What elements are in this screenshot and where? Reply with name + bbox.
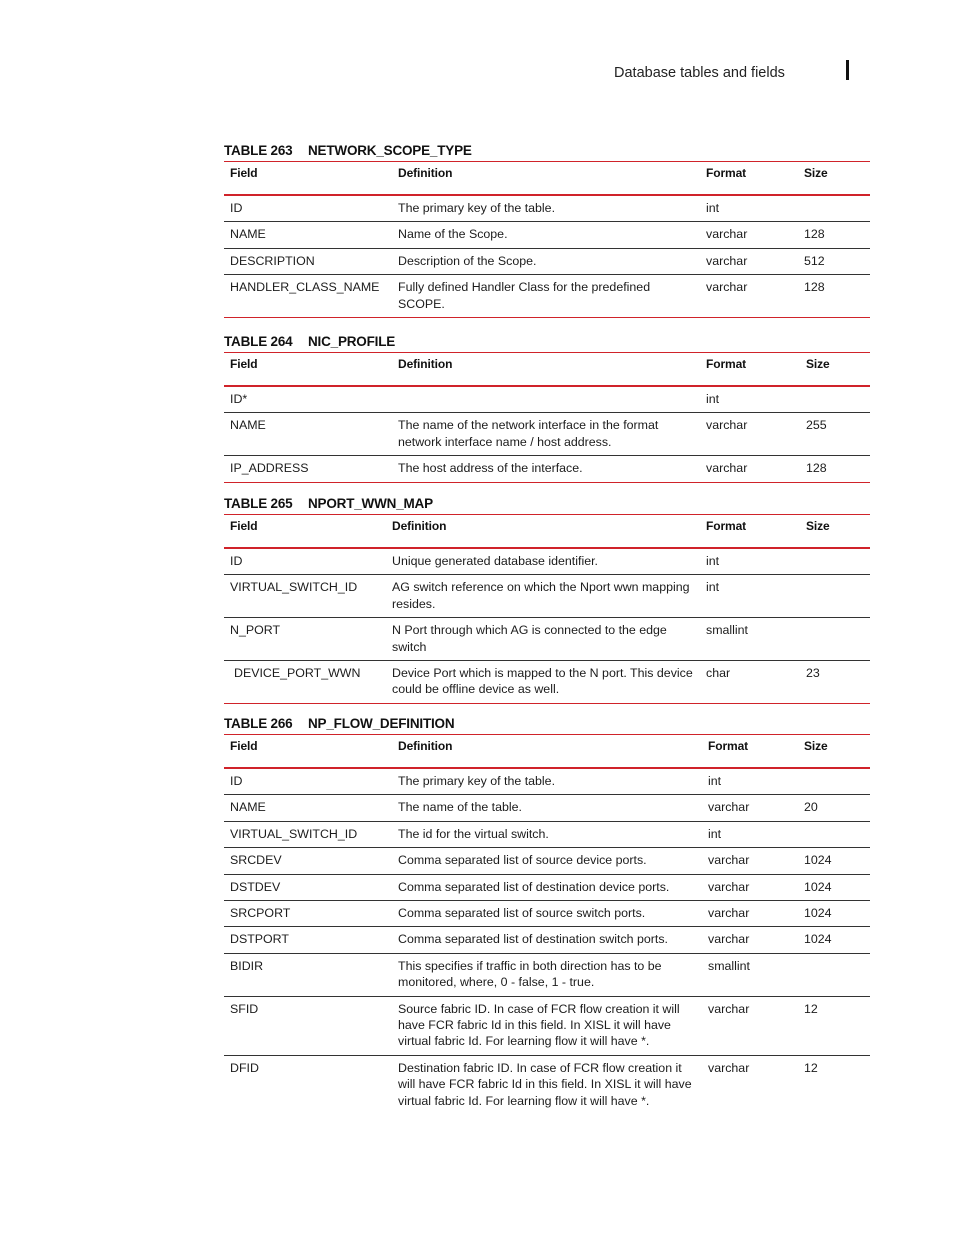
cell-size: 1024 [804,879,832,894]
cell-size [798,953,870,996]
cell-size [800,548,870,575]
cell-field: DESCRIPTION [230,253,315,268]
cell-format: varchar [708,853,750,868]
table-row [224,222,870,248]
table-row [224,1055,870,1114]
column-header: Format [706,166,747,180]
table-number: TABLE 264 [224,334,293,349]
cell-field: SRCDEV [230,853,282,868]
column-header: Definition [398,166,453,180]
table-row [224,413,870,456]
cell-field: DSTDEV [230,879,281,894]
header-row [224,162,870,196]
cell-field: VIRTUAL_SWITCH_ID [230,580,358,595]
cell-size: 12 [804,1001,818,1016]
column-header: Definition [398,357,453,371]
cell-definition: This specifies if traffic in both direction has to be monitored, where, 0 - false, 1 - true. [398,958,662,990]
table-row [224,575,870,618]
table-row [224,456,870,482]
cell-format: varchar [708,1001,750,1016]
cell-size: 1024 [804,906,832,921]
cell-size [800,618,870,661]
cell-format: varchar [706,253,748,268]
cell-format: varchar [706,461,748,476]
cell-field: NAME [230,800,266,815]
table-row [224,848,870,874]
table-name: NETWORK_SCOPE_TYPE [308,143,472,158]
table-row [224,821,870,847]
cell-format: int [706,554,720,568]
cell-field: ID [230,554,243,568]
running-head: Database tables and fields [614,65,785,81]
cell-format: int [706,201,720,215]
cell-size [800,575,870,618]
header-row [224,515,870,549]
cell-format: varchar [706,227,748,242]
cell-size: 20 [804,800,818,815]
table-263 [224,139,870,318]
table-name: NPORT_WWN_MAP [308,496,433,511]
header-row [224,353,870,387]
table-row [224,996,870,1055]
cell-definition: Comma separated list of destination switch ports. [398,932,668,947]
data-table [224,514,870,704]
table-264 [224,330,870,483]
cell-format: int [706,392,720,406]
cell-definition: Destination fabric ID. In case of FCR flow creation it will have FCR fabric Id in this field. In XISL it will have virtual fabric Id. For learning flow it will have *. [398,1060,692,1108]
column-header: Field [230,739,258,753]
cell-size: 255 [806,418,827,433]
table-row [224,901,870,927]
cell-definition: Comma separated list of source device ports. [398,853,647,868]
cell-size: 23 [806,666,820,681]
cell-size [798,195,870,222]
table-265 [224,492,870,704]
cell-definition: Unique generated database identifier. [392,554,598,568]
cell-format: varchar [708,932,750,947]
cell-format: int [706,580,720,595]
cell-field: NAME [230,227,266,242]
cell-definition: Name of the Scope. [398,227,508,242]
cell-definition: N Port through which AG is connected to the edge switch [392,623,667,654]
table-row [224,661,870,704]
cell-definition: The primary key of the table. [398,201,556,215]
column-header: Size [804,739,828,753]
cell-definition: The name of the network interface in the format network interface name / host address. [398,418,659,449]
cell-definition: The id for the virtual switch. [398,826,549,841]
cell-definition: Source fabric ID. In case of FCR flow creation it will have FCR fabric Id in this field. In XISL it will have virtual fabric Id. For learning flow it will have *. [398,1001,680,1049]
cell-definition: The primary key of the table. [398,774,556,788]
cell-size [798,768,870,795]
column-header: Size [804,166,828,180]
table-caption [224,712,870,734]
table-row [224,953,870,996]
table-row [224,275,870,318]
cell-field: HANDLER_CLASS_NAME [230,280,380,295]
cell-field: IP_ADDRESS [230,461,309,476]
column-header: Size [806,357,830,371]
cell-field: DSTPORT [230,932,289,947]
cell-definition [392,386,700,413]
table-row [224,874,870,900]
table-266 [224,712,870,1114]
table-row [224,618,870,661]
table-name: NIC_PROFILE [308,334,396,349]
column-header: Format [706,519,747,533]
table-number: TABLE 266 [224,716,293,731]
cell-definition: The name of the table. [398,800,522,815]
header-bar [846,60,849,80]
table-number: TABLE 263 [224,143,293,158]
cell-format: varchar [706,418,748,433]
cell-definition: Device Port which is mapped to the N port. This device could be offline device as well. [392,666,693,697]
table-row [224,795,870,821]
column-header: Definition [398,739,453,753]
cell-format: smallint [708,958,750,973]
column-header: Field [230,357,258,371]
table-row [224,927,870,953]
column-header: Format [706,357,747,371]
cell-definition: Description of the Scope. [398,253,537,268]
column-header: Size [806,519,830,533]
table-row [224,248,870,274]
cell-format: varchar [708,906,750,921]
cell-field: ID* [230,392,248,406]
cell-field: SFID [230,1001,259,1016]
header-row [224,735,870,769]
cell-field: NAME [230,418,266,433]
cell-size: 512 [804,253,825,268]
table-row [224,195,870,222]
table-row [224,548,870,575]
cell-field: N_PORT [230,623,281,638]
cell-field: DEVICE_PORT_WWN [234,666,361,681]
column-header: Field [230,166,258,180]
cell-field: DFID [230,1060,259,1075]
cell-format: char [706,666,731,681]
table-caption [224,492,870,514]
table-caption [224,330,870,352]
cell-field: BIDIR [230,958,264,973]
cell-format: int [708,774,722,788]
column-header: Field [230,519,258,533]
cell-size: 128 [806,461,827,476]
cell-definition: Comma separated list of destination device ports. [398,879,670,894]
cell-size [800,386,870,413]
table-row [224,768,870,795]
cell-format: varchar [706,280,748,295]
cell-definition: Comma separated list of source switch ports. [398,906,646,921]
cell-format: varchar [708,879,750,894]
table-caption [224,139,870,161]
cell-format: smallint [706,623,748,638]
cell-format: int [708,826,722,841]
cell-size [798,821,870,847]
table-number: TABLE 265 [224,496,293,511]
cell-format: varchar [708,800,750,815]
cell-field: VIRTUAL_SWITCH_ID [230,826,358,841]
cell-size: 12 [804,1060,818,1075]
cell-size: 1024 [804,853,832,868]
cell-size: 1024 [804,932,832,947]
table-name: NP_FLOW_DEFINITION [308,716,455,731]
cell-definition: AG switch reference on which the Nport wwn mapping resides. [392,580,690,611]
cell-field: ID [230,774,243,788]
cell-size: 128 [804,227,825,242]
cell-field: ID [230,201,243,215]
cell-definition: The host address of the interface. [398,461,583,476]
table-row [224,386,870,413]
data-table [224,734,870,1114]
cell-definition: Fully defined Handler Class for the predefined SCOPE. [398,280,651,311]
data-table [224,352,870,483]
column-header: Definition [392,519,447,533]
column-header: Format [708,739,749,753]
data-table [224,161,870,318]
cell-size: 128 [804,280,825,295]
cell-format: varchar [708,1060,750,1075]
cell-field: SRCPORT [230,906,291,921]
